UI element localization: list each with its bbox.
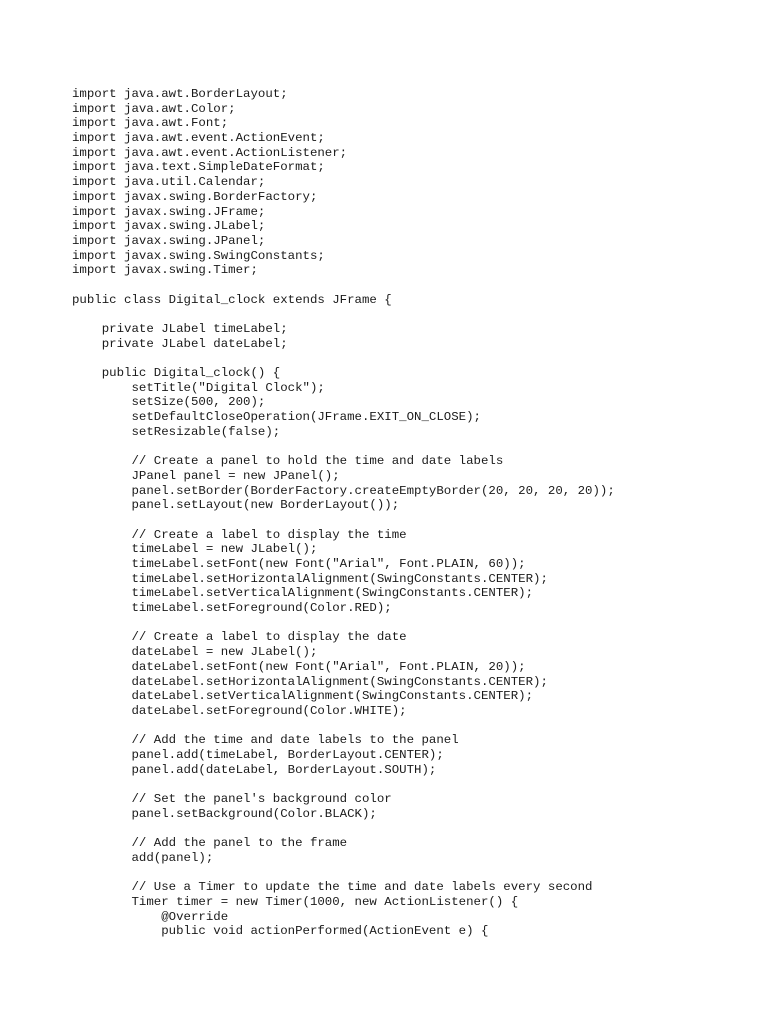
code-comment: // Create a label to display the date bbox=[72, 630, 407, 645]
code-line: import javax.swing.Timer; bbox=[72, 263, 258, 278]
code-block bbox=[72, 87, 615, 939]
code-line: import java.awt.Font; bbox=[72, 116, 229, 131]
code-line: public void actionPerformed(ActionEvent e) { bbox=[72, 924, 489, 939]
blank-line bbox=[72, 307, 615, 322]
code-line: dateLabel.setHorizontalAlignment(SwingConstants.CENTER); bbox=[72, 674, 548, 689]
code-line: import java.awt.BorderLayout; bbox=[72, 87, 288, 101]
code-line: setResizable(false); bbox=[72, 424, 281, 439]
code-line: setDefaultCloseOperation(JFrame.EXIT_ON_CLOSE); bbox=[72, 410, 481, 425]
code-line: import java.awt.Color; bbox=[72, 101, 236, 116]
blank-line bbox=[72, 821, 615, 836]
code-line: setSize(500, 200); bbox=[72, 395, 266, 410]
code-line: import java.text.SimpleDateFormat; bbox=[72, 160, 325, 175]
code-line: timeLabel.setFont(new Font("Arial", Font.PLAIN, 60)); bbox=[72, 557, 526, 571]
code-line: import java.awt.event.ActionListener; bbox=[72, 145, 348, 160]
code-line: import javax.swing.JPanel; bbox=[72, 233, 266, 248]
blank-line bbox=[72, 616, 615, 631]
code-line: timeLabel = new JLabel(); bbox=[72, 542, 318, 557]
code-line: import java.util.Calendar; bbox=[72, 175, 266, 190]
code-line: panel.setLayout(new BorderLayout()); bbox=[72, 498, 400, 513]
code-line: Timer timer = new Timer(1000, new ActionListener() { bbox=[72, 894, 519, 909]
code-line: JPanel panel = new JPanel(); bbox=[72, 468, 340, 483]
code-line: dateLabel.setVerticalAlignment(SwingConstants.CENTER); bbox=[72, 689, 534, 704]
blank-line bbox=[72, 278, 615, 293]
code-line: dateLabel.setForeground(Color.WHITE); bbox=[72, 703, 407, 718]
code-line: private JLabel dateLabel; bbox=[72, 336, 288, 351]
code-line: panel.setBackground(Color.BLACK); bbox=[72, 806, 377, 821]
code-line: timeLabel.setHorizontalAlignment(SwingConstants.CENTER); bbox=[72, 571, 548, 586]
code-line: panel.setBorder(BorderFactory.createEmptyBorder(20, 20, 20, 20)); bbox=[72, 483, 615, 498]
code-line: private JLabel timeLabel; bbox=[72, 322, 288, 336]
code-line: setTitle("Digital Clock"); bbox=[72, 380, 325, 395]
code-line: timeLabel.setVerticalAlignment(SwingConstants.CENTER); bbox=[72, 586, 534, 601]
code-comment: // Create a panel to hold the time and date labels bbox=[72, 454, 504, 469]
code-line: import javax.swing.BorderFactory; bbox=[72, 189, 318, 204]
code-line: import java.awt.event.ActionEvent; bbox=[72, 131, 325, 146]
code-annotation: @Override bbox=[72, 909, 229, 924]
code-line: add(panel); bbox=[72, 850, 214, 865]
blank-line bbox=[72, 440, 615, 455]
code-line: import javax.swing.SwingConstants; bbox=[72, 248, 325, 263]
code-line: dateLabel = new JLabel(); bbox=[72, 645, 318, 660]
code-line: import javax.swing.JLabel; bbox=[72, 219, 266, 234]
code-comment: // Use a Timer to update the time and date labels every second bbox=[72, 880, 593, 895]
blank-line bbox=[72, 351, 615, 366]
code-line: public Digital_clock() { bbox=[72, 366, 281, 381]
blank-line bbox=[72, 865, 615, 880]
code-line: panel.add(dateLabel, BorderLayout.SOUTH); bbox=[72, 762, 437, 777]
code-line: panel.add(timeLabel, BorderLayout.CENTER); bbox=[72, 747, 444, 762]
code-comment: // Set the panel's background color bbox=[72, 792, 392, 806]
code-comment: // Create a label to display the time bbox=[72, 527, 407, 542]
code-comment: // Add the panel to the frame bbox=[72, 836, 348, 851]
code-line: import javax.swing.JFrame; bbox=[72, 204, 266, 219]
code-line: public class Digital_clock extends JFrame { bbox=[72, 292, 392, 307]
blank-line bbox=[72, 719, 615, 734]
blank-line bbox=[72, 513, 615, 528]
code-line: dateLabel.setFont(new Font("Arial", Font.PLAIN, 20)); bbox=[72, 659, 526, 674]
blank-line bbox=[72, 777, 615, 792]
code-comment: // Add the time and date labels to the panel bbox=[72, 733, 459, 748]
code-line: timeLabel.setForeground(Color.RED); bbox=[72, 601, 392, 616]
